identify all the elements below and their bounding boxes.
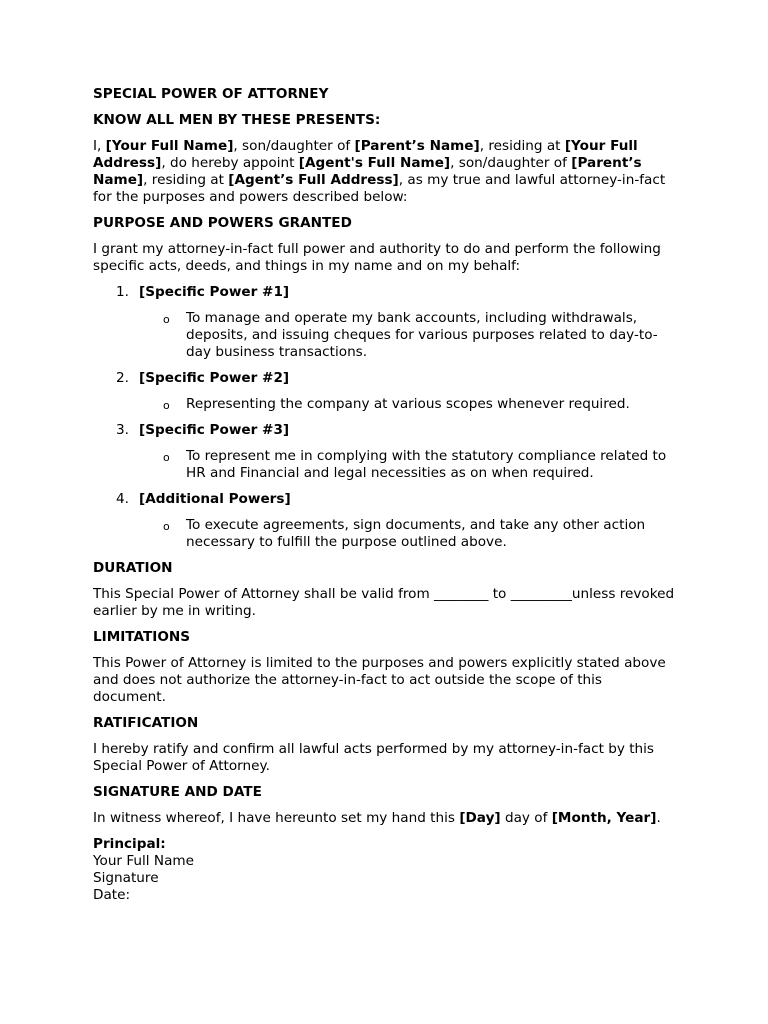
principal-signature-block <box>93 836 678 904</box>
agent-full-address-placeholder: [Agent’s Full Address] <box>228 172 399 188</box>
intro-text: , son/daughter of <box>450 155 572 171</box>
agent-parent-name-placeholder: [Parent’s Name] <box>93 155 642 188</box>
intro-text: I, <box>93 138 106 154</box>
witness-text: In witness whereof, I have hereunto set my hand this <box>93 810 460 826</box>
power-item <box>93 422 678 482</box>
ratification-paragraph: I hereby ratify and confirm all lawful acts performed by my attorney-in-fact by this Special Power of Attorney. <box>93 741 655 774</box>
power-title-text: [Additional Powers] <box>139 491 291 507</box>
ratification-heading: RATIFICATION <box>93 715 199 731</box>
your-full-address-placeholder: [Your Full Address] <box>93 138 638 171</box>
signature-heading: SIGNATURE AND DATE <box>93 784 262 800</box>
power-title-text: [Specific Power #1] <box>139 284 290 300</box>
power-item <box>93 370 678 413</box>
power-title <box>93 491 678 508</box>
principal-signature-line: Signature <box>93 870 159 886</box>
month-year-placeholder: [Month, Year] <box>551 810 657 826</box>
document-title: SPECIAL POWER OF ATTORNEY <box>93 86 329 102</box>
witness-paragraph <box>93 810 678 827</box>
circle-bullet-icon: o <box>163 313 170 326</box>
power-title <box>93 422 678 439</box>
intro-heading: KNOW ALL MEN BY THESE PRESENTS: <box>93 112 381 128</box>
circle-bullet-icon: o <box>163 520 170 533</box>
power-item <box>93 491 678 551</box>
principal-date-line: Date: <box>93 887 131 903</box>
purpose-paragraph: I grant my attorney-in-fact full power and authority to do and perform the following specific acts, deeds, and things in my name and on my behalf: <box>93 241 661 274</box>
day-placeholder: [Day] <box>459 810 501 826</box>
principal-name-line: Your Full Name <box>93 853 195 869</box>
power-item <box>93 284 678 361</box>
intro-text: , son/daughter of <box>233 138 355 154</box>
power-title <box>93 284 678 301</box>
powers-list <box>93 284 678 551</box>
parent-name-placeholder: [Parent’s Name] <box>354 138 480 154</box>
witness-text: day of <box>500 810 552 826</box>
intro-text: , residing at <box>143 172 229 188</box>
power-title <box>93 370 678 387</box>
power-detail <box>93 396 678 413</box>
circle-bullet-icon: o <box>163 451 170 464</box>
power-number: 2. <box>116 370 129 386</box>
duration-paragraph: This Special Power of Attorney shall be valid from ________ to _________unless revoked earlier by me in writing. <box>93 586 675 619</box>
principal-label <box>93 836 678 853</box>
power-number: 1. <box>116 284 129 300</box>
power-detail-text: Representing the company at various scopes whenever required. <box>186 396 630 412</box>
power-number: 4. <box>116 491 129 507</box>
witness-text: . <box>656 810 661 826</box>
intro-text: , as my true and lawful attorney-in-fact for the purposes and powers described below: <box>93 172 666 205</box>
power-number: 3. <box>116 422 129 438</box>
intro-text: , residing at <box>479 138 565 154</box>
agent-full-name-placeholder: [Agent's Full Name] <box>298 155 451 171</box>
power-detail <box>93 310 678 361</box>
limitations-paragraph: This Power of Attorney is limited to the purposes and powers explicitly stated above and does not authorize the attorney-in-fact to act outside the scope of this document. <box>93 655 666 705</box>
power-detail-text: To manage and operate my bank accounts, including withdrawals, deposits, and issuing cheques for various purposes related to day-to-day business transactions. <box>186 310 658 360</box>
intro-paragraph <box>93 138 678 206</box>
circle-bullet-icon: o <box>163 399 170 412</box>
document-page <box>93 86 678 904</box>
limitations-heading: LIMITATIONS <box>93 629 191 645</box>
duration-heading: DURATION <box>93 560 173 576</box>
intro-text: , do hereby appoint <box>161 155 299 171</box>
power-detail-text: To represent me in complying with the statutory compliance related to HR and Financial and legal necessities as on when required. <box>186 448 667 481</box>
power-title-text: [Specific Power #2] <box>139 370 290 386</box>
power-detail <box>93 448 678 482</box>
your-full-name-placeholder: [Your Full Name] <box>105 138 234 154</box>
principal-label-text: Principal: <box>93 836 166 852</box>
purpose-heading: PURPOSE AND POWERS GRANTED <box>93 215 352 231</box>
power-detail-text: To execute agreements, sign documents, and take any other action necessary to fulfill the purpose outlined above. <box>186 517 646 550</box>
power-detail <box>93 517 678 551</box>
power-title-text: [Specific Power #3] <box>139 422 290 438</box>
